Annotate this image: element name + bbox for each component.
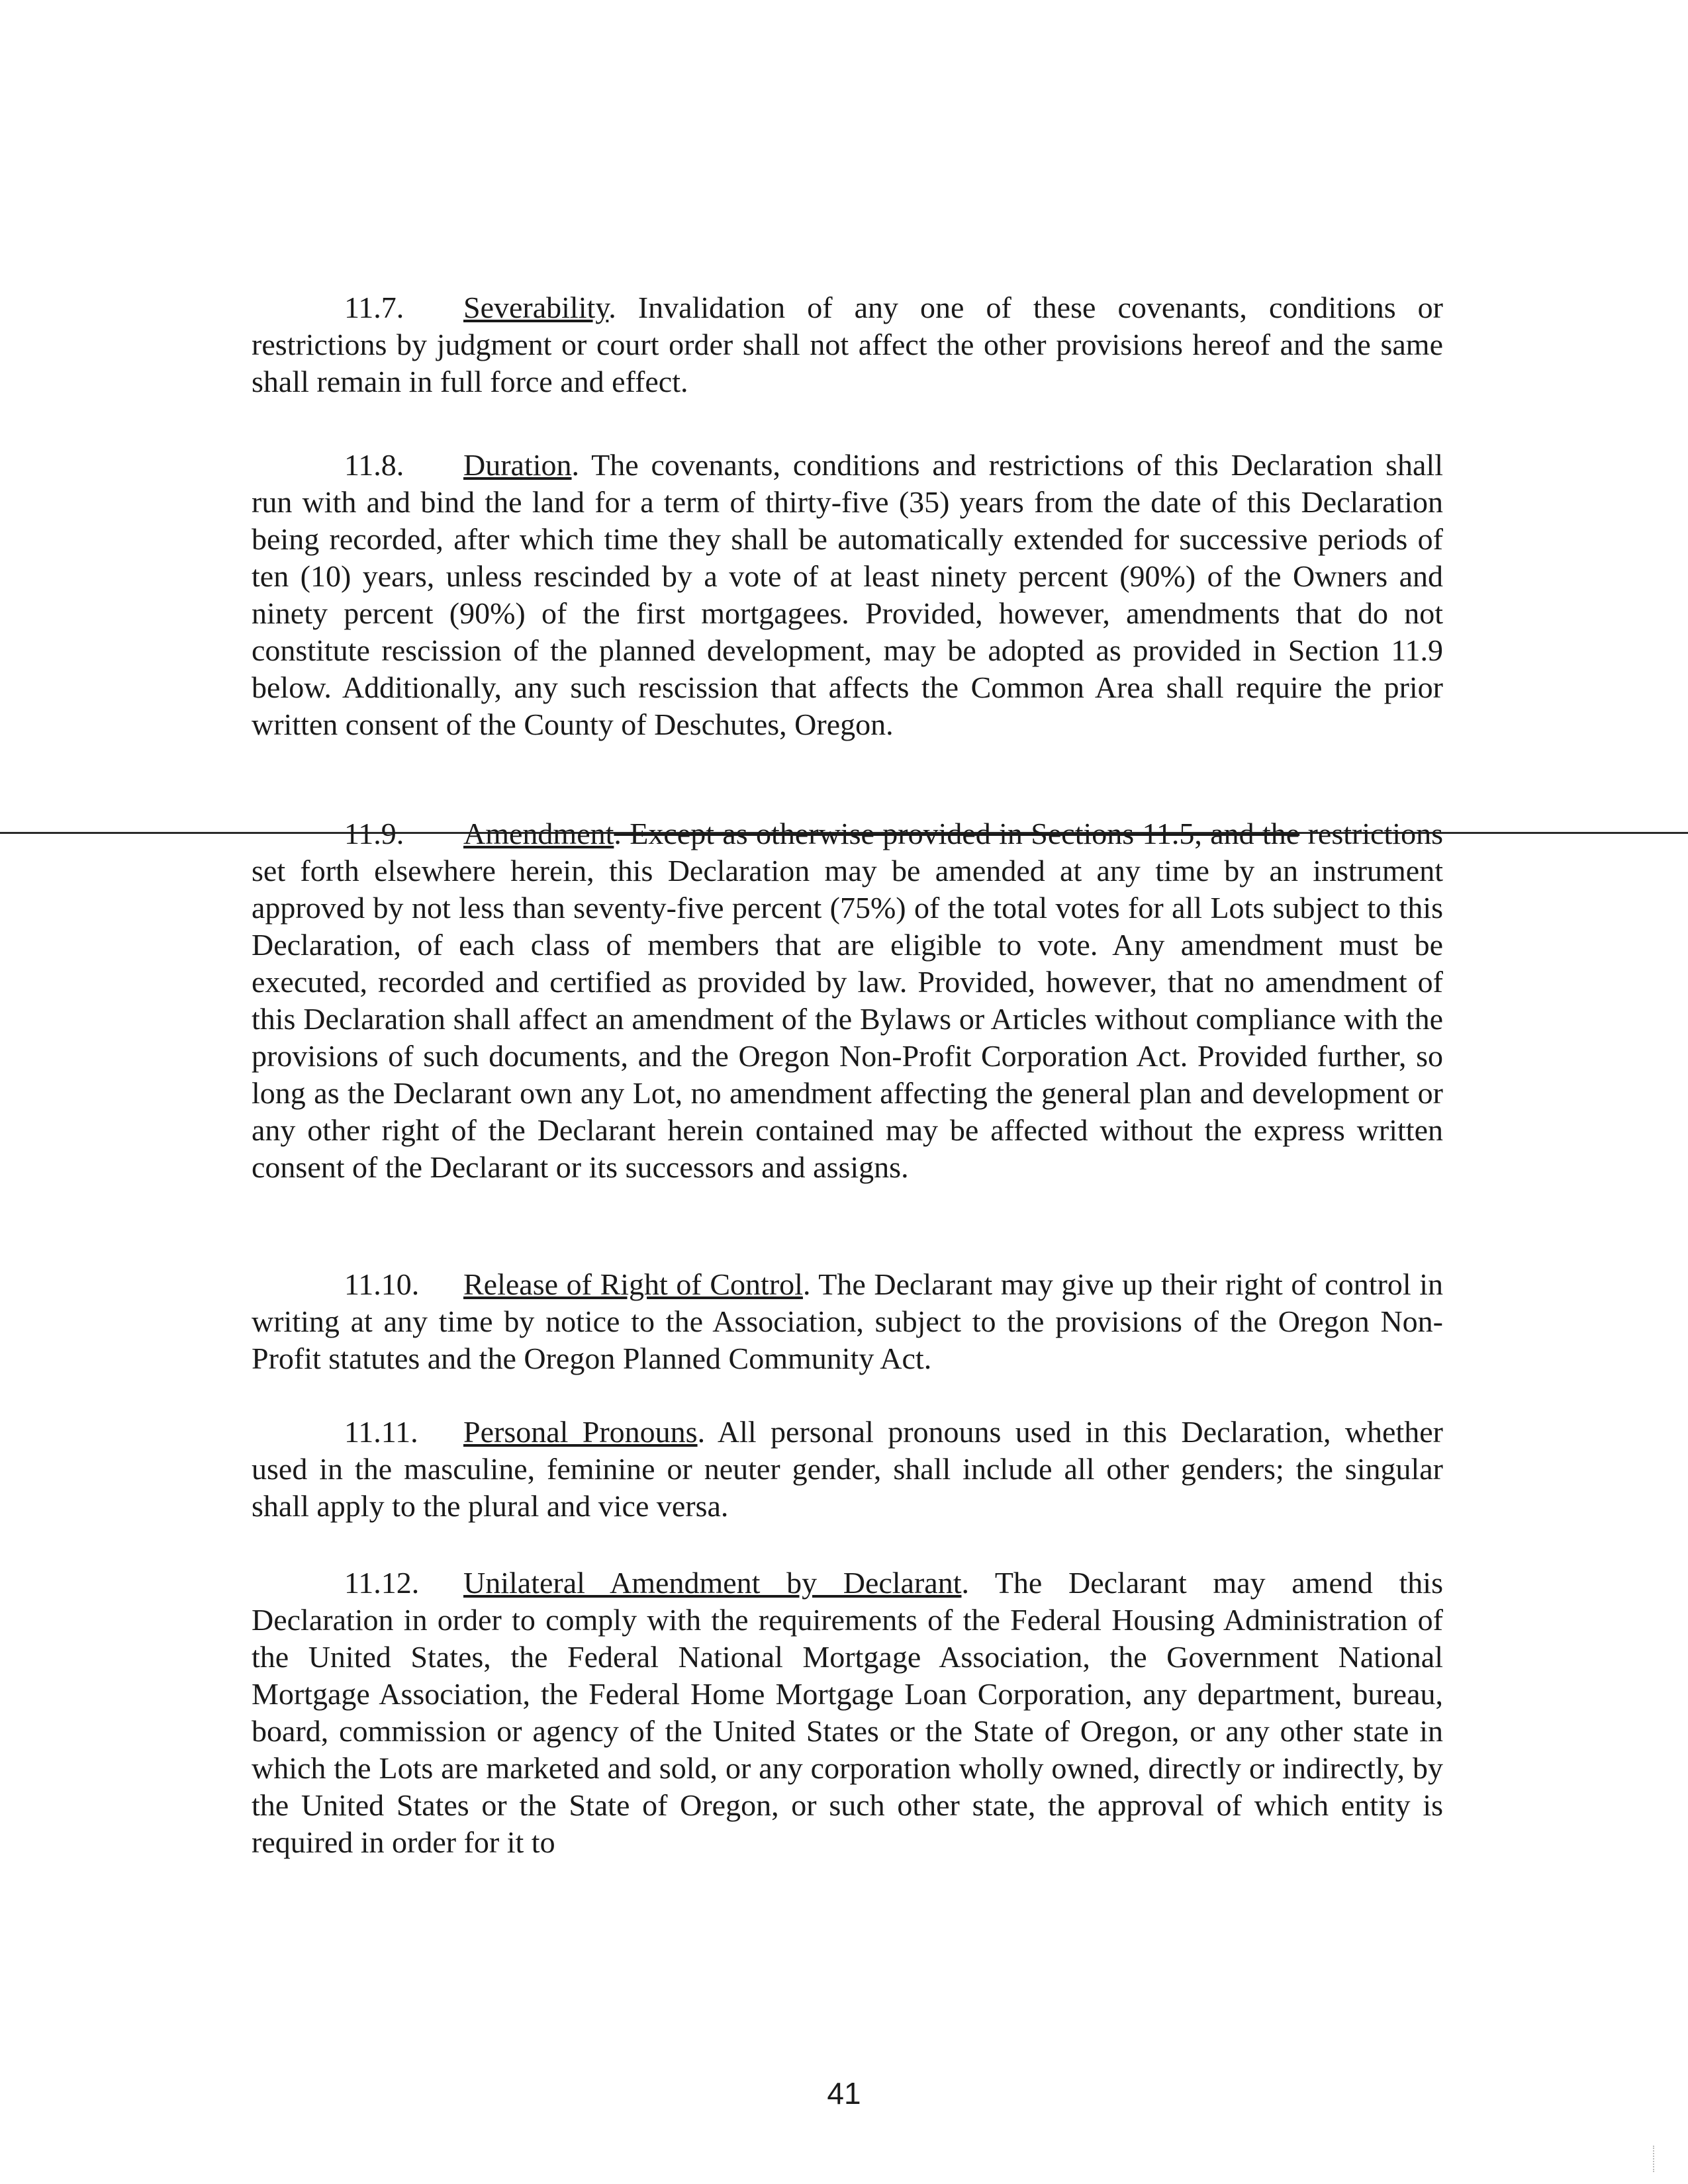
section-11-11 <box>252 1414 1443 1525</box>
section-number: 11.8. <box>344 448 404 482</box>
section-body: . The Declarant may amend this Declaration in order to comply with the requirements of the Federal Housing Administration of the United States, the Federal National Mortgage Association, the Government National Mortgage Association, the Federal Home Mortgage Loan Corporation, any department, bureau, board, commission or agency of the United States or the State of Oregon, or any other state in which the Lots are marketed and sold, or any corporation wholly owned, directly or indirectly, by the United States or the State of Oregon, or such other state, the approval of which entity is required in order for it to <box>252 1566 1443 1859</box>
section-11-8 <box>252 447 1443 743</box>
section-11-9 <box>252 815 1443 1186</box>
section-heading: Amendment <box>463 817 614 850</box>
section-11-7 <box>252 289 1443 400</box>
section-heading: Release of Right of Control <box>463 1267 803 1301</box>
section-number: 11.11. <box>344 1415 418 1449</box>
section-number: 11.9. <box>344 817 404 850</box>
section-number: 11.12. <box>344 1566 420 1600</box>
section-body: restrictions set forth elsewhere herein, this Declaration may be amended at any time by an instrument approved by not less than seventy-five percent (75%) of the total votes for all Lots subject to this Declaration, of each class of members that are eligible to vote. Any amendment must be executed, recorded and certified as provided by law. Provided, however, that no amendment of this Declaration shall affect an amendment of the Bylaws or Articles without compliance with the provisions of such documents, and the Oregon Non-Profit Corporation Act. Provided further, so long as the Declarant own any Lot, no amendment affecting the general plan and development or any other right of the Declarant herein contained may be affected without the express written consent of the Declarant or its successors and assigns. <box>252 817 1443 1184</box>
struck-text: . Except as otherwise provided in Sections 11.5, and the <box>614 817 1300 850</box>
section-body: . The covenants, conditions and restrictions of this Declaration shall run with and bind the land for a term of thirty-five (35) years from the date of this Declaration being recorded, after which time they shall be automatically extended for successive periods of ten (10) years, unless rescinded by a vote of at least ninety percent (90%) of the Owners and ninety percent (90%) of the first mortgagees. Provided, however, amendments that do not constitute rescission of the planned development, may be adopted as provided in Section 11.9 below. Additionally, any such rescission that affects the Common Area shall require the prior written consent of the County of Deschutes, Oregon. <box>252 448 1443 741</box>
section-heading: Duration <box>463 448 572 482</box>
scan-edge-mark <box>1653 2146 1656 2172</box>
section-body: . The Declarant may give up their right of control in writing at any time by notice to the Association, subject to the provisions of the Oregon Non-Profit statutes and the Oregon Planned Community Act. <box>252 1267 1443 1375</box>
section-body: . Invalidation of any one of these covenants, conditions or restrictions by judgment or court order shall not affect the other provisions hereof and the same shall remain in full force and effect. <box>252 291 1443 398</box>
section-heading: Unilateral Amendment by Declarant <box>463 1566 962 1600</box>
section-11-10 <box>252 1266 1443 1377</box>
page-number: 41 <box>827 2076 861 2111</box>
section-heading: Severability <box>463 291 609 324</box>
section-heading: Personal Pronouns <box>463 1415 698 1449</box>
section-number: 11.7. <box>344 291 404 324</box>
section-11-12 <box>252 1565 1443 1861</box>
section-number: 11.10. <box>344 1267 420 1301</box>
section-body: . All personal pronouns used in this Declaration, whether used in the masculine, feminine or neuter gender, shall include all other genders; the singular shall apply to the plural and vice versa. <box>252 1415 1443 1523</box>
